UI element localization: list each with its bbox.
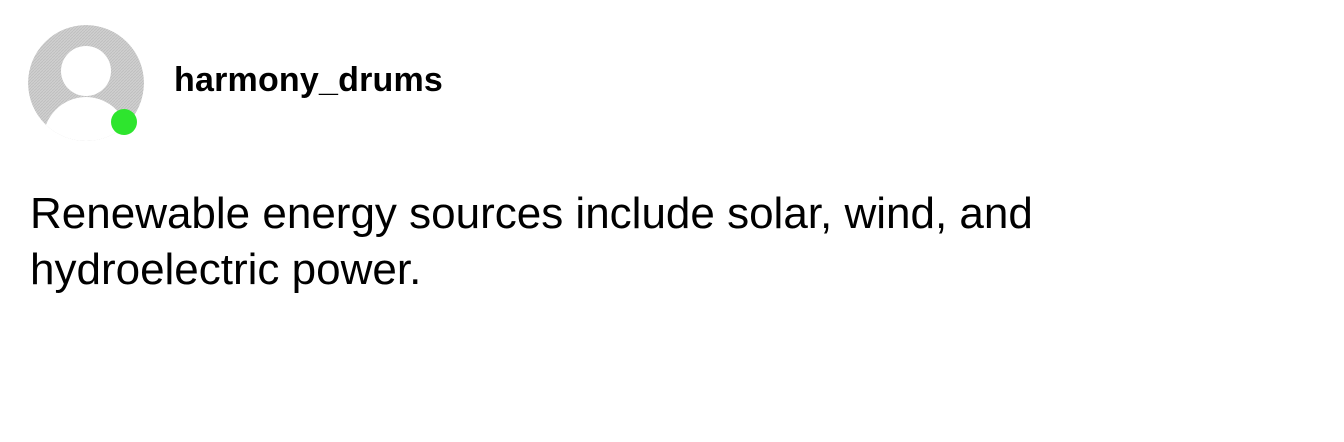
message-header — [28, 28, 443, 138]
online-status-icon — [111, 109, 137, 135]
message-text: Renewable energy sources include solar, wind, and hydroelectric power. — [30, 189, 1033, 294]
avatar[interactable] — [28, 25, 144, 141]
username[interactable]: harmony_drums — [174, 61, 444, 99]
